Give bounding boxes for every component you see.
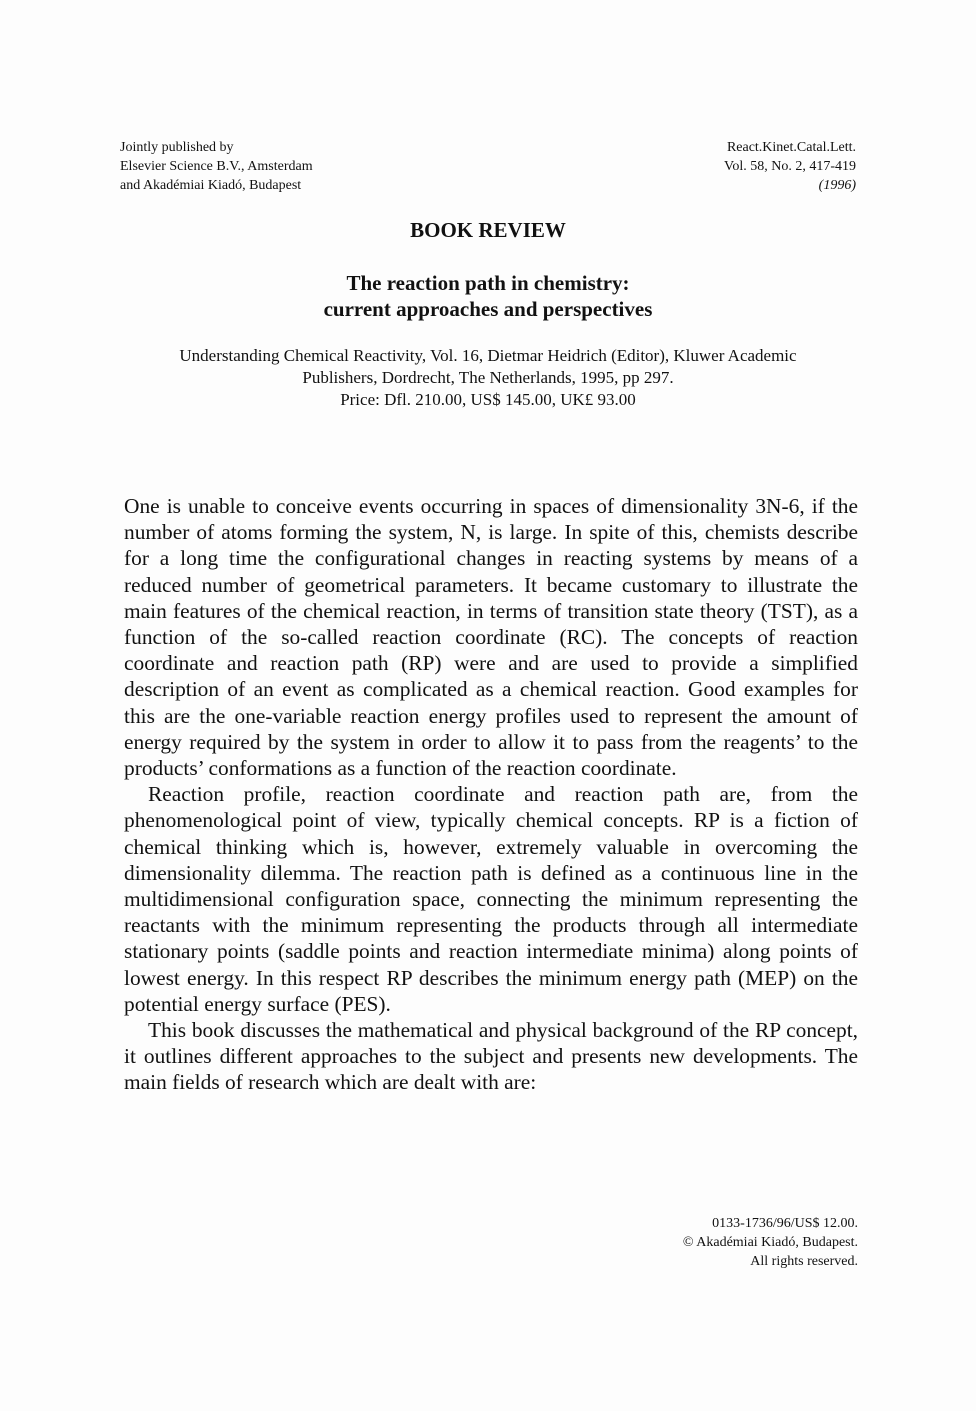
- book-title-line-2: current approaches and perspectives: [323, 297, 653, 321]
- issn-code: 0133-1736/96/US$ 12.00.: [712, 1216, 858, 1231]
- paragraph-3: This book discusses the mathematical and physical background of the RP concept, it outlines different approaches to the subject and presents new developments. The main fields of research which are dealt with are:: [124, 1018, 858, 1095]
- copyright-footer: [458, 1214, 858, 1271]
- rights-notice: All rights reserved.: [750, 1254, 858, 1269]
- journal-name: React.Kinet.Catal.Lett.: [726, 140, 856, 155]
- bibliographic-details: [0, 345, 976, 411]
- review-body: [124, 493, 858, 1096]
- publisher-line-1: Jointly published by: [120, 140, 234, 155]
- copyright-notice: © Akadémiai Kiadó, Budapest.: [682, 1235, 858, 1250]
- book-title: [0, 270, 976, 322]
- journal-volume: Vol. 58, No. 2, 417-419: [724, 159, 856, 174]
- publisher-line-3: and Akadémiai Kiadó, Budapest: [120, 178, 302, 193]
- paragraph-2: Reaction profile, reaction coordinate and reaction path are, from the phenomenological point of view, typically chemical concepts. RP is a fiction of chemical thinking which is, however, extremely valuable in overcoming the dimensionality dilemma. The reaction path is defined as a continuous line in the multidimensional configuration space, connecting the minimum representing the reactants with the minimum representing the products through all intermediate stationary points (saddle points and reaction intermediate minima) along points of lowest energy. In this respect RP describes the minimum energy path (MEP) on the potential energy surface (PES).: [124, 782, 858, 1016]
- publisher-line-2: Elsevier Science B.V., Amsterdam: [120, 159, 313, 174]
- biblio-line-2: Publishers, Dordrecht, The Netherlands, 1995, pp 297.: [302, 368, 674, 387]
- journal-citation: [496, 138, 856, 195]
- book-title-line-1: The reaction path in chemistry:: [346, 271, 630, 295]
- journal-year: (1996): [818, 178, 856, 193]
- section-title: BOOK REVIEW: [410, 218, 566, 242]
- publisher-info: [120, 138, 480, 195]
- biblio-line-1: Understanding Chemical Reactivity, Vol. 16, Dietmar Heidrich (Editor), Kluwer Academic: [179, 346, 797, 365]
- biblio-price: Price: Dfl. 210.00, US$ 145.00, UK£ 93.00: [340, 390, 636, 409]
- paragraph-1: One is unable to conceive events occurring in spaces of dimensionality 3N-6, if the number of atoms forming the system, N, is large. In spite of this, chemists describe for a long time the configurational changes in reacting systems by means of a reduced number of geometrical parameters. It became customary to illustrate the main features of the chemical reaction, in terms of transition state theory (TST), as a function of the so-called reaction coordinate (RC). The concepts of reaction coordinate and reaction path (RP) were and are used to provide a simplified description of an event as complicated as a chemical reaction. Good examples for this are the one-variable reaction energy profiles used to represent the amount of energy required by the system in order to allow it to pass from the reagents’ to the products’ conformations as a function of the reaction coordinate.: [124, 494, 858, 781]
